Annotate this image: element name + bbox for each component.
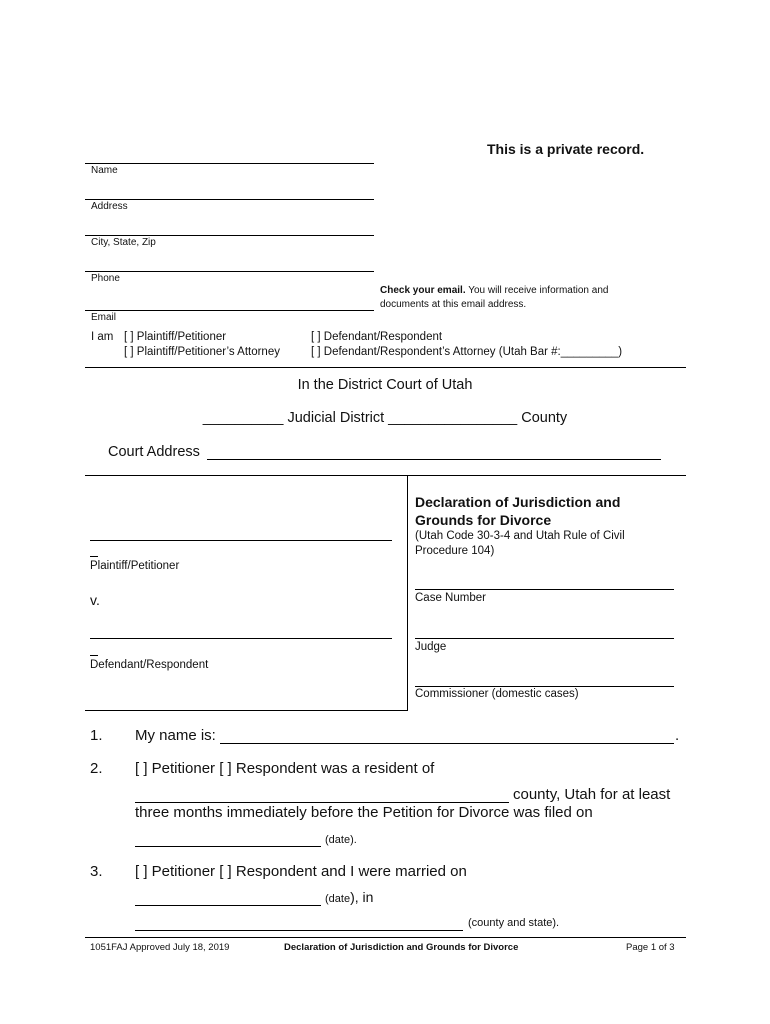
item-1-number: 1.	[90, 727, 103, 744]
case-number-label: Case Number	[415, 592, 486, 604]
item-1-period: .	[675, 727, 680, 744]
role-defendant-attorney[interactable]: [ ] Defendant/Respondent’s Attorney (Utah Bar #:_________)	[311, 346, 623, 358]
footer-title: Declaration of Jurisdiction and Grounds for Divorce	[284, 942, 519, 953]
court-address-label: Court Address	[108, 444, 200, 460]
court-title: In the District Court of Utah	[297, 377, 473, 393]
document-title-line2: Grounds for Divorce	[415, 512, 552, 528]
city-line[interactable]	[85, 235, 374, 236]
plaintiff-line[interactable]	[90, 540, 392, 541]
court-address-line[interactable]	[207, 459, 661, 460]
item-2-date-line[interactable]	[135, 846, 321, 847]
item-3-date-in	[325, 889, 373, 907]
commissioner-line[interactable]	[415, 686, 674, 687]
footer-page: Page 1 of 3	[626, 942, 675, 953]
divider-top	[85, 367, 686, 368]
item-2-number: 2.	[90, 760, 103, 777]
plaintiff-line-tail	[90, 556, 98, 557]
email-note-bold: Check your email.	[380, 285, 466, 296]
email-note-line2: documents at this email address.	[380, 299, 527, 310]
footer-divider	[85, 937, 686, 938]
document-subtitle	[415, 529, 625, 559]
i-am-label: I am	[91, 331, 114, 343]
email-note-line1: You will receive information and	[465, 285, 609, 296]
divider-caption-bottom	[85, 710, 408, 711]
item-3-place-line[interactable]	[135, 930, 463, 931]
judge-label: Judge	[415, 641, 447, 653]
divider-caption-top	[85, 475, 686, 476]
document-subtitle-line1: (Utah Code 30-3-4 and Utah Rule of Civil	[415, 530, 625, 542]
phone-line[interactable]	[85, 271, 374, 272]
city-label: City, State, Zip	[91, 237, 156, 248]
item-3-line1[interactable]: [ ] Petitioner [ ] Respondent and I were married on	[135, 863, 467, 880]
item-3-date-line[interactable]	[135, 905, 321, 906]
defendant-label: Defendant/Respondent	[90, 659, 209, 671]
footer-form-id: 1051FAJ Approved July 18, 2019	[90, 942, 230, 953]
item-2-county-line[interactable]	[135, 802, 509, 803]
phone-label: Phone	[91, 273, 120, 284]
district-line[interactable]: __________ Judicial District ________________ County	[202, 410, 568, 426]
email-note	[380, 284, 680, 312]
item-3-date-small: (date	[325, 893, 351, 905]
plaintiff-label: Plaintiff/Petitioner	[90, 560, 180, 572]
judge-line[interactable]	[415, 638, 674, 639]
name-label: Name	[91, 165, 118, 176]
defendant-line-tail	[90, 655, 98, 656]
item-2-line1[interactable]: [ ] Petitioner [ ] Respondent was a resident of	[135, 760, 435, 777]
commissioner-label: Commissioner (domestic cases)	[415, 688, 579, 700]
caption-divider	[407, 475, 408, 711]
item-3-date-big: ), in	[350, 889, 374, 905]
address-label: Address	[91, 201, 128, 212]
role-defendant[interactable]: [ ] Defendant/Respondent	[311, 331, 443, 343]
item-3-county-state: (county and state).	[468, 917, 560, 929]
email-label: Email	[91, 312, 117, 323]
name-line[interactable]	[85, 163, 374, 164]
item-1-name-line[interactable]	[220, 743, 674, 744]
document-title-line1: Declaration of Jurisdiction and	[415, 494, 621, 510]
defendant-line[interactable]	[90, 638, 392, 639]
item-2-date-label: (date).	[325, 834, 357, 846]
item-2-county: county, Utah for at least	[513, 786, 671, 803]
private-notice: This is a private record.	[487, 141, 645, 157]
case-number-line[interactable]	[415, 589, 674, 590]
item-2-line3: three months immediately before the Petition for Divorce was filed on	[135, 804, 593, 821]
item-1-label: My name is:	[135, 727, 216, 744]
item-3-number: 3.	[90, 863, 103, 880]
document-subtitle-line2: Procedure 104)	[415, 545, 495, 557]
email-line[interactable]	[85, 310, 374, 311]
role-plaintiff-attorney[interactable]: [ ] Plaintiff/Petitioner’s Attorney	[124, 346, 280, 358]
versus: v.	[90, 592, 100, 608]
document-title	[415, 493, 620, 529]
role-plaintiff[interactable]: [ ] Plaintiff/Petitioner	[124, 331, 227, 343]
address-line[interactable]	[85, 199, 374, 200]
